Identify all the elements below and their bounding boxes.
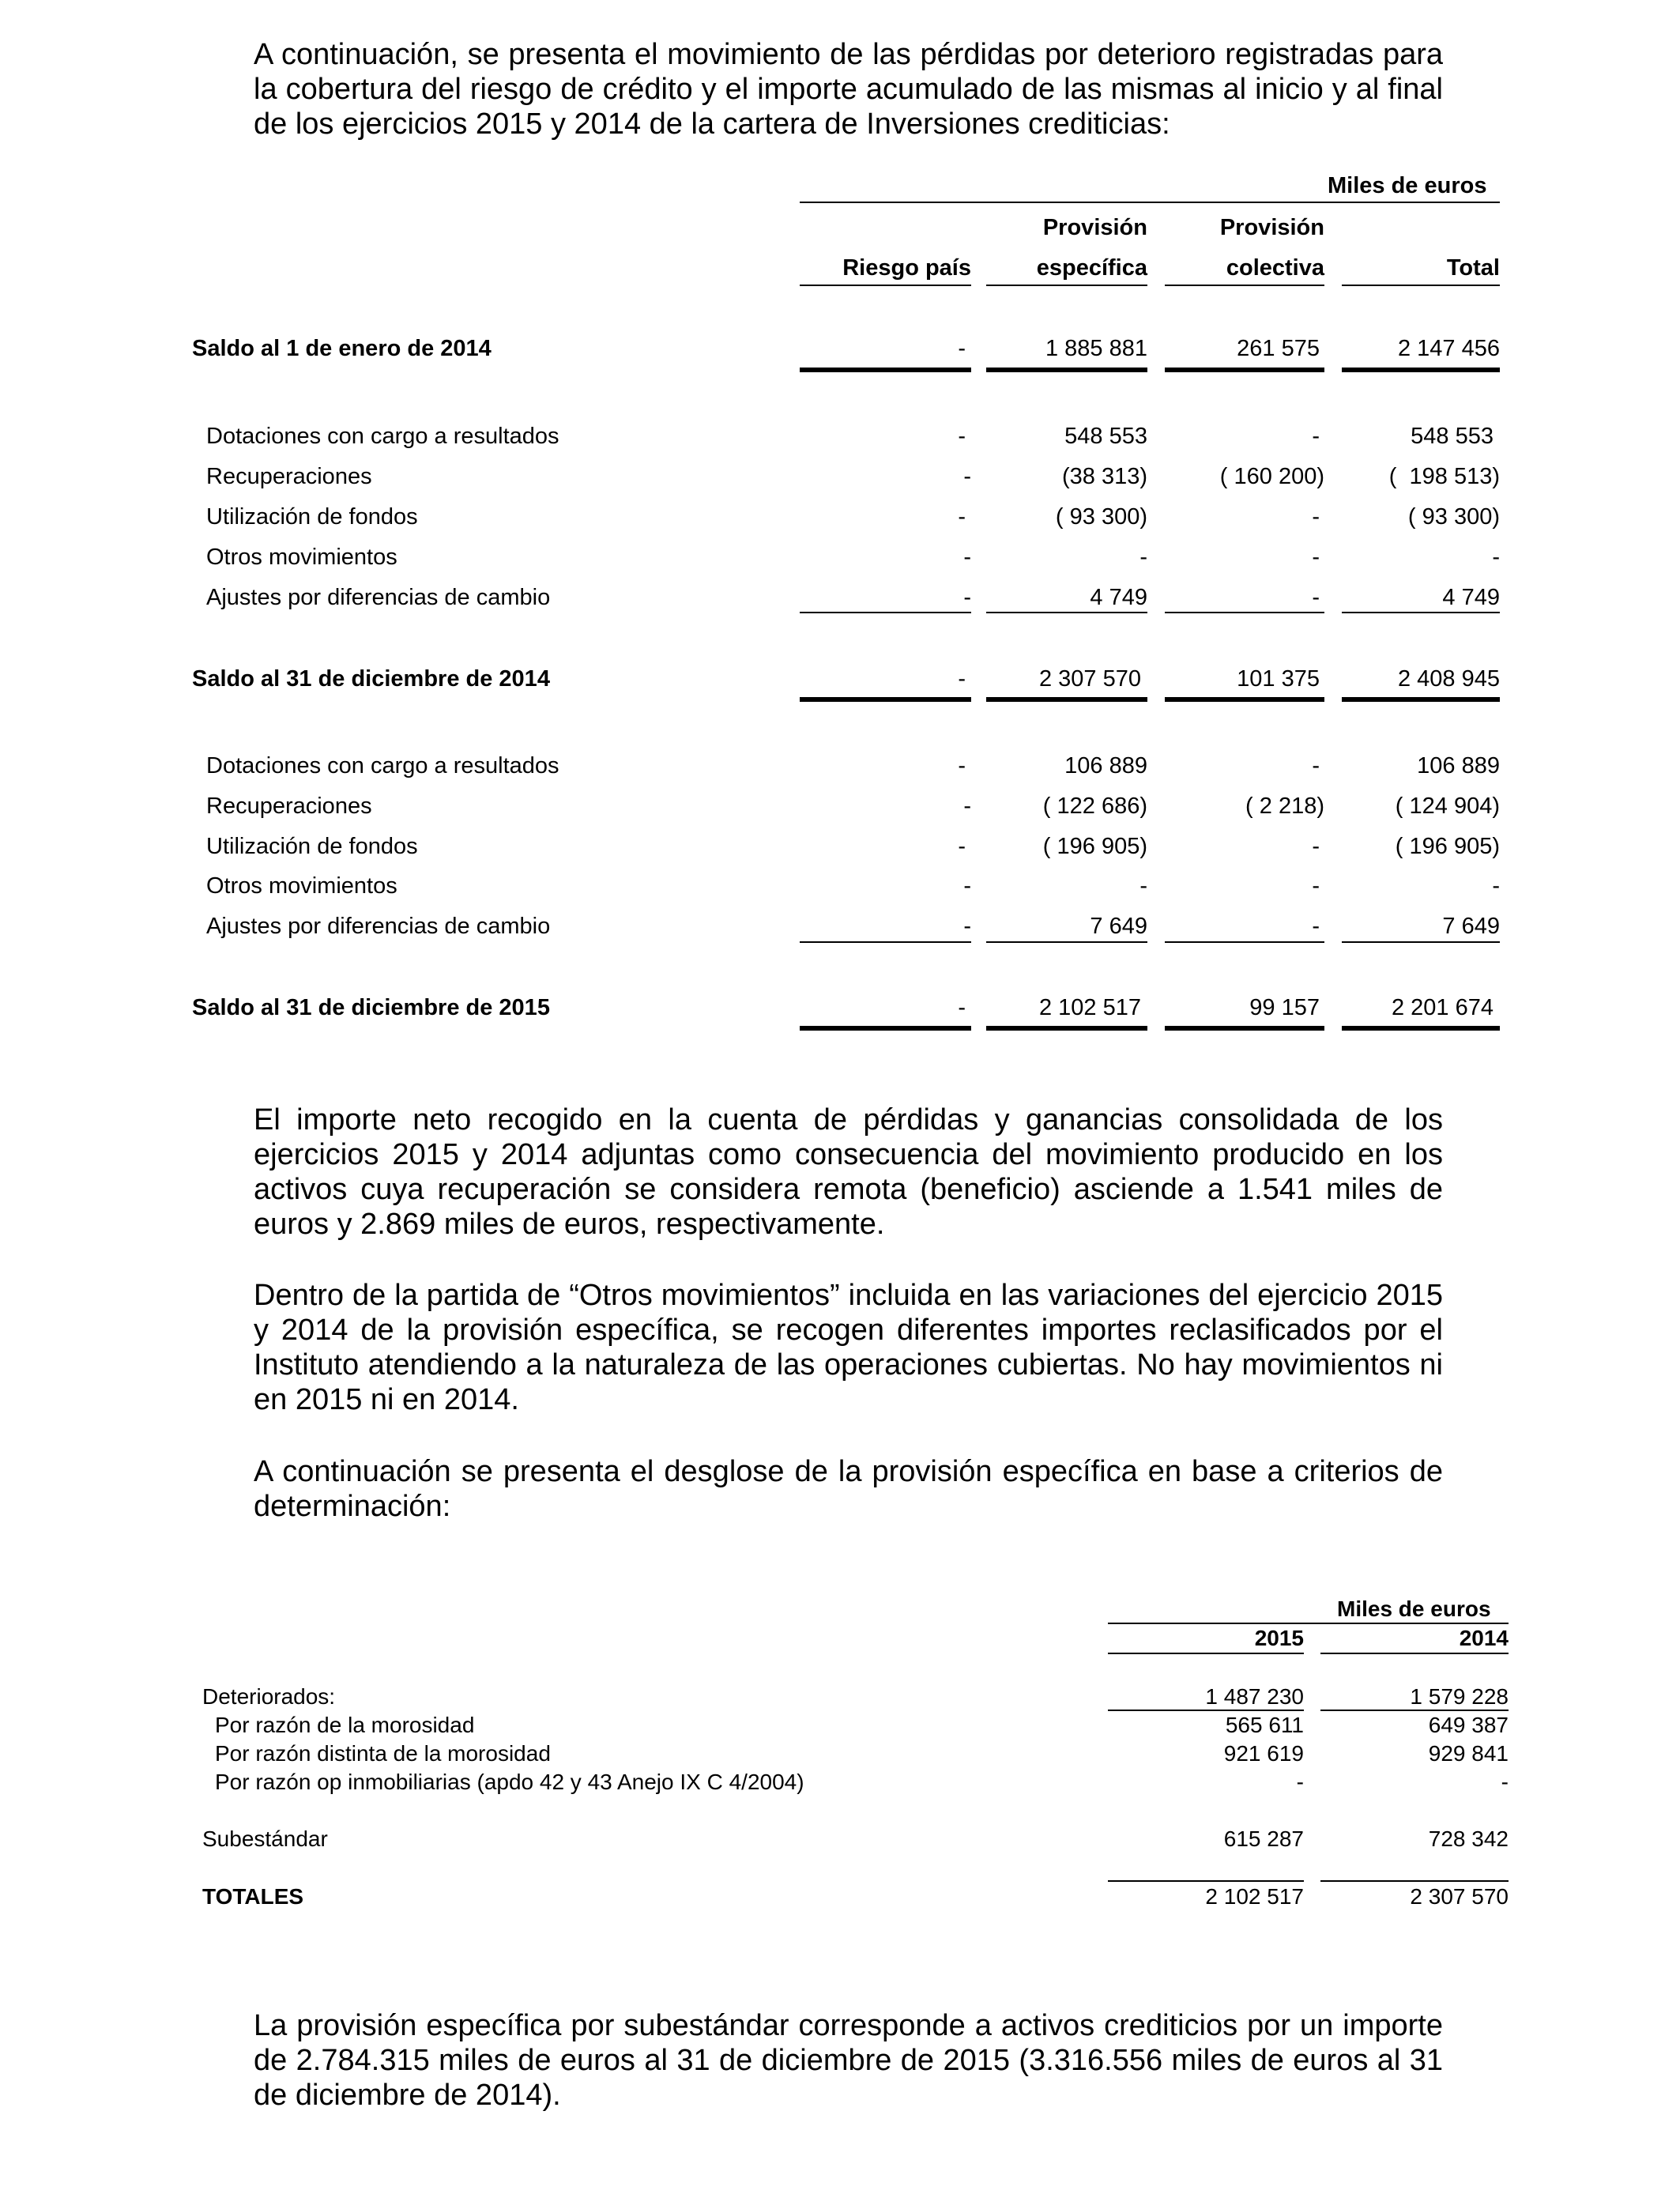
table1-units-rule bbox=[800, 202, 1500, 203]
double-rule bbox=[986, 1026, 1147, 1031]
table2-header-rule bbox=[1320, 1653, 1509, 1654]
paragraph-subestandar: La provisión específica por subestándar corresponde a activos crediticios por un importe de 2.784.315 miles de euros al 31 de diciembre de 2015 (3.316.556 miles de euros al 31 de diciembre de 2014). bbox=[254, 2009, 1443, 2112]
cell: 649 387 bbox=[1428, 1713, 1509, 1737]
subtotal-rule bbox=[986, 941, 1147, 943]
row-label: Saldo al 1 de enero de 2014 bbox=[192, 336, 492, 361]
row-label: Otros movimientos bbox=[206, 873, 397, 899]
cell: - bbox=[963, 873, 971, 899]
cell: - bbox=[963, 794, 971, 819]
cell: 2 408 945 bbox=[1397, 666, 1500, 692]
cell: - bbox=[958, 504, 966, 530]
cell: - bbox=[958, 995, 966, 1020]
subtotal-rule bbox=[800, 612, 971, 613]
cell: - bbox=[1139, 545, 1147, 570]
intro-paragraph: A continuación, se presenta el movimiento de las pérdidas por deterioro registradas para la cobertura del riesgo de crédito y el importe acumulado de las mismas al inicio y al final de los ejercicios 2015 y 2014 de la cartera de Inversiones crediticias: bbox=[254, 38, 1443, 141]
table2-header-rule bbox=[1108, 1653, 1304, 1654]
cell: 101 375 bbox=[1237, 666, 1320, 692]
subtotal-rule bbox=[1342, 941, 1500, 943]
double-rule bbox=[1165, 697, 1324, 702]
cell: - bbox=[1312, 504, 1320, 530]
row-label: Recuperaciones bbox=[206, 464, 372, 489]
double-rule bbox=[1342, 368, 1500, 372]
double-rule bbox=[1165, 368, 1324, 372]
row-label: Ajustes por diferencias de cambio bbox=[206, 914, 551, 939]
cell: 2 102 517 bbox=[1038, 995, 1141, 1020]
row-rule bbox=[1108, 1710, 1304, 1711]
cell: 565 611 bbox=[1225, 1713, 1304, 1737]
cell: - bbox=[1296, 1770, 1304, 1794]
row-label: Utilización de fondos bbox=[206, 504, 418, 530]
row-label: Saldo al 31 de diciembre de 2015 bbox=[192, 995, 550, 1020]
row-label: Recuperaciones bbox=[206, 794, 372, 819]
paragraph-otros-movimientos: Dentro de la partida de “Otros movimientos” incluida en las variaciones del ejercicio 2015 y 2014 de la provisión específica, se recogen diferentes importes reclasificados por el Instituto atendiendo a la naturaleza de las operaciones cubiertas. No hay movimientos ni en 2015 ni en 2014. bbox=[254, 1279, 1443, 1416]
subtotal-rule bbox=[1165, 941, 1324, 943]
cell: 261 575 bbox=[1237, 336, 1320, 361]
cell: ( 196 905) bbox=[1395, 834, 1500, 859]
cell: 99 157 bbox=[1249, 995, 1320, 1020]
row-label: Otros movimientos bbox=[206, 545, 397, 570]
row-label: Por razón op inmobiliarias (apdo 42 y 43 Anejo IX C 4/2004) bbox=[215, 1770, 804, 1794]
cell: 2 307 570 bbox=[1410, 1884, 1509, 1909]
header-rule-4 bbox=[1342, 285, 1500, 286]
cell: - bbox=[963, 585, 971, 610]
cell: - bbox=[1312, 545, 1320, 570]
cell: - bbox=[1312, 873, 1320, 899]
cell: 106 889 bbox=[1064, 753, 1147, 778]
cell: - bbox=[958, 424, 966, 449]
cell: 4 749 bbox=[1442, 585, 1500, 610]
table2-header-2014: 2014 bbox=[1459, 1626, 1509, 1650]
cell: 615 287 bbox=[1223, 1826, 1304, 1851]
subtotal-rule bbox=[800, 941, 971, 943]
cell: - bbox=[958, 834, 966, 859]
cell: ( 196 905) bbox=[1042, 834, 1147, 859]
row-label: Deteriorados: bbox=[202, 1684, 336, 1709]
total-rule bbox=[1108, 1880, 1304, 1882]
row-label: Saldo al 31 de diciembre de 2014 bbox=[192, 666, 550, 692]
total-rule bbox=[1320, 1880, 1509, 1882]
cell: - bbox=[1312, 914, 1320, 939]
subtotal-rule bbox=[986, 612, 1147, 613]
header-provision-colectiva-2: colectiva bbox=[1226, 255, 1324, 281]
header-rule-1 bbox=[800, 285, 971, 286]
row-label: Dotaciones con cargo a resultados bbox=[206, 424, 559, 449]
cell: - bbox=[1312, 585, 1320, 610]
cell: ( 124 904) bbox=[1395, 794, 1500, 819]
cell: 2 147 456 bbox=[1397, 336, 1500, 361]
cell: 7 649 bbox=[1090, 914, 1147, 939]
double-rule bbox=[1165, 1026, 1324, 1031]
table1-units: Miles de euros bbox=[1328, 173, 1487, 198]
row-label: Dotaciones con cargo a resultados bbox=[206, 753, 559, 778]
cell: 7 649 bbox=[1442, 914, 1500, 939]
row-label: Por razón de la morosidad bbox=[215, 1713, 475, 1737]
cell: 929 841 bbox=[1428, 1741, 1509, 1766]
header-total: Total bbox=[1446, 255, 1500, 281]
cell: - bbox=[1312, 834, 1320, 859]
cell: 1 885 881 bbox=[1045, 336, 1147, 361]
cell: - bbox=[1139, 873, 1147, 899]
header-provision-colectiva-1: Provisión bbox=[1219, 215, 1324, 240]
header-rule-3 bbox=[1165, 285, 1324, 286]
header-provision-especifica-1: Provisión bbox=[1042, 215, 1147, 240]
double-rule bbox=[800, 1026, 971, 1031]
table2-units: Miles de euros bbox=[1337, 1596, 1491, 1621]
header-rule-2 bbox=[986, 285, 1147, 286]
cell: - bbox=[963, 464, 971, 489]
cell: - bbox=[1492, 873, 1500, 899]
row-label: Ajustes por diferencias de cambio bbox=[206, 585, 551, 610]
table2-header-2015: 2015 bbox=[1254, 1626, 1304, 1650]
cell: 4 749 bbox=[1090, 585, 1147, 610]
header-provision-especifica-2: específica bbox=[1036, 255, 1147, 281]
cell: ( 93 300) bbox=[1407, 504, 1500, 530]
paragraph-desglose-intro: A continuación se presenta el desglose de la provisión específica en base a criterios de determinación: bbox=[254, 1455, 1443, 1523]
cell: 106 889 bbox=[1417, 753, 1500, 778]
row-label: TOTALES bbox=[202, 1884, 304, 1909]
cell: 548 553 bbox=[1064, 424, 1147, 449]
header-riesgo-pais: Riesgo país bbox=[842, 255, 971, 281]
cell: 2 307 570 bbox=[1038, 666, 1141, 692]
double-rule bbox=[986, 697, 1147, 702]
cell: (38 313) bbox=[1061, 464, 1147, 489]
double-rule bbox=[800, 697, 971, 702]
subtotal-rule bbox=[1342, 612, 1500, 613]
cell: 2 201 674 bbox=[1391, 995, 1494, 1020]
cell: 548 553 bbox=[1411, 424, 1494, 449]
cell: - bbox=[1501, 1770, 1509, 1794]
table2-units-rule bbox=[1108, 1623, 1509, 1624]
cell: - bbox=[1492, 545, 1500, 570]
cell: - bbox=[963, 914, 971, 939]
cell: ( 160 200) bbox=[1219, 464, 1324, 489]
cell: 921 619 bbox=[1223, 1741, 1304, 1766]
row-rule bbox=[1320, 1710, 1509, 1711]
paragraph-net-amount: El importe neto recogido en la cuenta de pérdidas y ganancias consolidada de los ejercicios 2015 y 2014 adjuntas como consecuencia del movimiento producido en los activos cuya recuperación se considera remota (beneficio) asciende a 1.541 miles de euros y 2.869 miles de euros, respectivamente. bbox=[254, 1103, 1443, 1241]
cell: 1 487 230 bbox=[1205, 1684, 1304, 1709]
cell: 728 342 bbox=[1428, 1826, 1509, 1851]
cell: - bbox=[1312, 424, 1320, 449]
double-rule bbox=[1342, 1026, 1500, 1031]
cell: ( 198 513) bbox=[1388, 464, 1500, 489]
double-rule bbox=[986, 368, 1147, 372]
cell: 1 579 228 bbox=[1410, 1684, 1509, 1709]
row-label: Utilización de fondos bbox=[206, 834, 418, 859]
cell: ( 2 218) bbox=[1245, 794, 1324, 819]
cell: - bbox=[1312, 753, 1320, 778]
cell: - bbox=[963, 545, 971, 570]
row-label: Por razón distinta de la morosidad bbox=[215, 1741, 551, 1766]
cell: ( 122 686) bbox=[1042, 794, 1147, 819]
double-rule bbox=[1342, 697, 1500, 702]
cell: - bbox=[958, 666, 966, 692]
cell: - bbox=[958, 336, 966, 361]
cell: - bbox=[958, 753, 966, 778]
double-rule bbox=[800, 368, 971, 372]
row-label: Subestándar bbox=[202, 1826, 328, 1851]
cell: ( 93 300) bbox=[1055, 504, 1147, 530]
subtotal-rule bbox=[1165, 612, 1324, 613]
cell: 2 102 517 bbox=[1205, 1884, 1304, 1909]
